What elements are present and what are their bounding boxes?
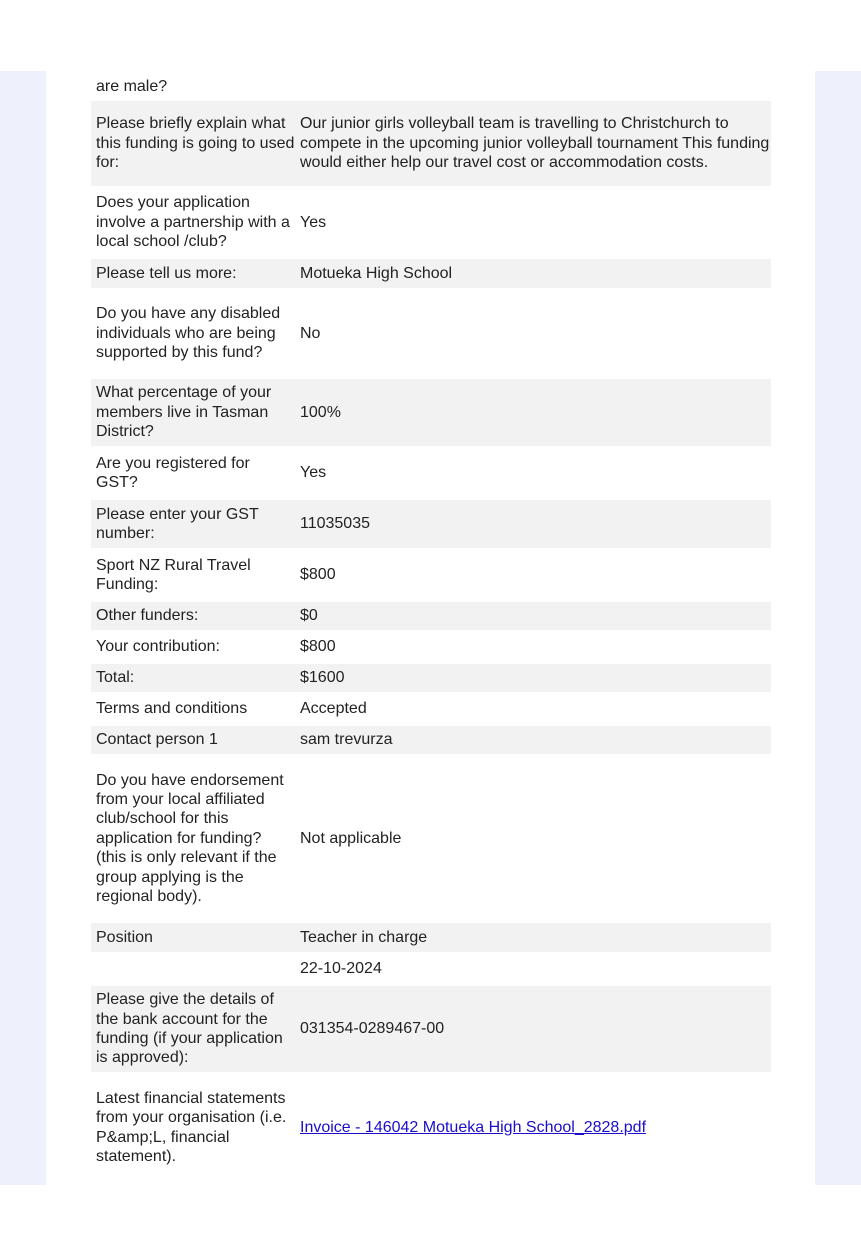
field-label: Sport NZ Rural Travel Funding: [96, 556, 251, 593]
table-row [91, 291, 771, 379]
field-label: Please briefly explain what this funding is going to used for: [96, 115, 295, 172]
field-label: Please give the details of the bank account for the funding (if your application is approved): [96, 991, 283, 1067]
table-row [91, 189, 771, 259]
field-value: $1600 [300, 669, 345, 687]
field-value: 031354-0289467-00 [300, 1020, 445, 1038]
table-row [91, 633, 771, 664]
field-value: sam trevurza [300, 731, 393, 749]
application-details-table [91, 75, 771, 1183]
financial-statement-file-link[interactable]: Invoice - 146042 Motueka High School_2828.pdf [300, 1118, 647, 1136]
field-value [295, 84, 771, 90]
field-value: 22-10-2024 [300, 960, 382, 978]
table-row [91, 75, 771, 101]
table-row [91, 500, 771, 551]
table-row [91, 101, 771, 189]
field-label [91, 966, 295, 972]
field-label: Does your application involve a partnership with a local school /club? [96, 194, 290, 251]
table-row [91, 955, 771, 986]
field-value: 11035035 [300, 515, 370, 533]
table-row [91, 449, 771, 500]
table-row [91, 695, 771, 726]
field-label: Do you have endorsement from your local affiliated club/school for this application for funding? (this is only relevant if the group applying is the regional body). [96, 771, 284, 906]
field-value: 100% [300, 403, 341, 421]
table-row [91, 551, 771, 602]
table-row [91, 757, 771, 923]
field-label: Are you registered for GST? [96, 454, 250, 491]
field-value: Our junior girls volleyball team is travelling to Christchurch to compete in the upcoming junior volleyball tournament This funding would either help our travel cost or accommodation costs. [300, 115, 770, 172]
field-value: $800 [300, 566, 336, 584]
field-value: Teacher in charge [300, 928, 428, 946]
field-value: Accepted [300, 700, 367, 718]
field-label: Terms and conditions [96, 700, 248, 718]
field-label: Position [96, 928, 153, 946]
field-label: Total: [96, 669, 135, 687]
field-label: Contact person 1 [96, 731, 218, 749]
field-value: Yes [300, 464, 327, 482]
table-row [91, 259, 771, 291]
table-row [91, 986, 771, 1075]
field-label: Please tell us more: [96, 264, 237, 282]
field-label: Other funders: [96, 607, 199, 625]
field-label: Please enter your GST number: [96, 505, 259, 542]
field-label: are male? [96, 77, 168, 95]
field-value: No [300, 324, 321, 342]
field-value: $0 [300, 607, 318, 625]
field-value: Yes [300, 213, 327, 231]
field-label: Do you have any disabled individuals who are being supported by this fund? [96, 305, 281, 362]
field-label: Latest financial statements from your organisation (i.e. P&amp;L, financial statement). [96, 1089, 287, 1165]
field-value [295, 1115, 771, 1140]
field-label: Your contribution: [96, 638, 220, 656]
table-row [91, 602, 771, 633]
table-row [91, 923, 771, 955]
table-row [91, 664, 771, 695]
field-label: What percentage of your members live in Tasman District? [96, 384, 272, 441]
field-value: $800 [300, 638, 336, 656]
table-row [91, 726, 771, 757]
field-value: Not applicable [300, 829, 402, 847]
table-row [91, 1075, 771, 1183]
table-row [91, 379, 771, 449]
field-value: Motueka High School [300, 264, 453, 282]
